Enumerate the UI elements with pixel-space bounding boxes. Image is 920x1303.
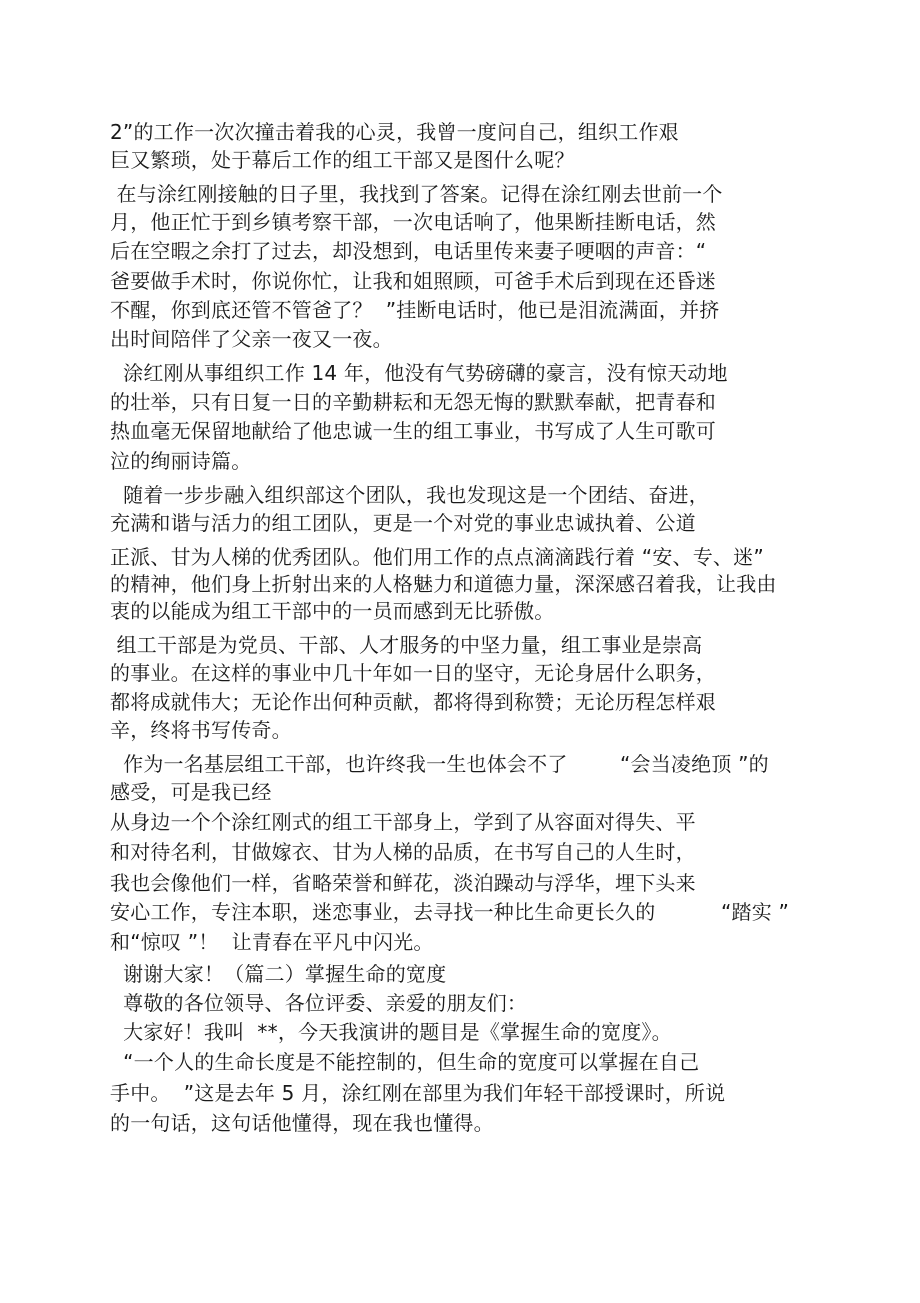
text-line: 后在空暇之余打了过去，却没想到，电话里传来妻子哽咽的声音：“	[110, 239, 707, 263]
text-line: 都将成就伟大；无论作出何种贡献，都将得到称赞；无论历程怎样艰	[110, 690, 716, 714]
text-line: 辛，终将书写传奇。	[110, 718, 292, 742]
text-line: 感受，可是我已经	[110, 780, 272, 804]
text-line: 巨又繁琐，处于幕后工作的组工干部又是图什么呢？	[110, 148, 575, 172]
text-line: 涂红刚从事组织工作 14 年，他没有气势磅礴的豪言，没有惊天动地	[110, 361, 728, 385]
text-line: 的精神，他们身上折射出来的人格魅力和道德力量，深深感召着我，让我由	[110, 572, 777, 596]
text-line: 泣的绚丽诗篇。	[110, 449, 252, 473]
text-line: 充满和谐与活力的组工团队，更是一个对党的事业忠诚执着、公道	[110, 511, 696, 535]
text-line: 的一句话，这句话他懂得，现在我也懂得。	[110, 1111, 494, 1135]
text-line: 2”的工作一次次撞击着我的心灵，我曾一度问自己，组织工作艰	[110, 120, 679, 144]
text-line: 从身边一个个涂红刚式的组工干部身上，学到了从容面对得失、平	[110, 810, 696, 834]
text-line: 和对待名利，甘做嫁衣、甘为人梯的品质，在书写自己的人生时，	[110, 840, 696, 864]
text-line: 热血毫无保留地献给了他忠诚一生的组工事业，书写成了人生可歌可	[110, 419, 716, 443]
text-line: 随着一步步融入组织部这个团队，我也发现这是一个团结、奋进，	[110, 483, 709, 507]
text-line: 作为一名基层组工干部，也许终我一生也体会不了 “会当凌绝顶 ”的	[110, 752, 769, 776]
text-line: 手中。 ”这是去年 5 月，涂红刚在部里为我们年轻干部授课时，所说	[110, 1081, 726, 1105]
text-line: 的事业。在这样的事业中几十年如一日的坚守，无论身居什么职务，	[110, 661, 716, 685]
text-line: 和“惊叹 ”！ 让青春在平凡中闪光。	[110, 930, 434, 954]
text-line: 的壮举，只有日复一日的辛勤耕耘和无怨无悔的默默奉献，把青春和	[110, 390, 716, 414]
text-line: 大家好！我叫 **，今天我演讲的题目是《掌握生命的宽度》。	[110, 1020, 672, 1044]
text-line: “一个人的生命长度是不能控制的，但生命的宽度可以掌握在自己	[110, 1050, 700, 1074]
text-line: 在与涂红刚接触的日子里，我找到了答案。记得在涂红刚去世前一个	[110, 182, 723, 206]
text-line: 我也会像他们一样，省略荣誉和鲜花，淡泊躁动与浮华，埋下头来	[110, 871, 696, 895]
text-line: 爸要做手术时，你说你忙，让我和姐照顾，可爸手术后到现在还昏迷	[110, 269, 716, 293]
text-line: 组工干部是为党员、干部、人才服务的中坚力量，组工事业是崇高	[110, 633, 703, 657]
text-line: 谢谢大家！（篇二）掌握生命的宽度	[110, 962, 447, 986]
text-line: 衷的以能成为组工干部中的一员而感到无比骄傲。	[110, 599, 555, 623]
text-line: 尊敬的各位领导、各位评委、亲爱的朋友们：	[110, 991, 528, 1015]
text-line: 月，他正忙于到乡镇考察干部，一次电话响了，他果断挂断电话，然	[110, 210, 716, 234]
text-line: 不醒，你到底还管不管爸了？ ”挂断电话时，他已是泪流满面，并挤	[110, 298, 720, 322]
text-line: 出时间陪伴了父亲一夜又一夜。	[110, 327, 393, 351]
text-line: 安心工作，专注本职，迷恋事业，去寻找一种比生命更长久的 “踏实 ”	[110, 900, 790, 924]
text-line: 正派、甘为人梯的优秀团队。他们用工作的点点滴滴践行着 “安、专、迷”	[110, 545, 764, 569]
